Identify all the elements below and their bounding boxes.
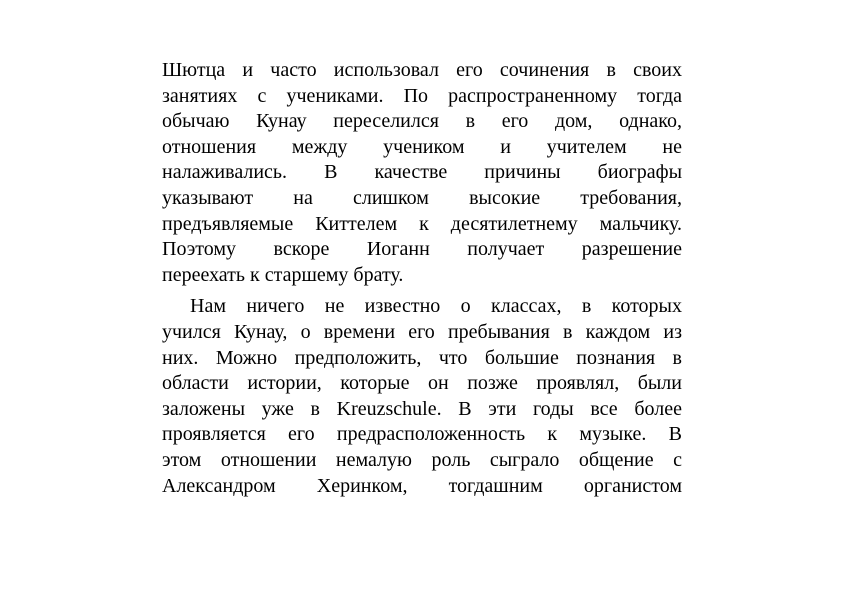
text-line: Поэтому вскоре Иоганн получает разрешение	[162, 238, 682, 261]
text-line: отношения между учеником и учителем не	[162, 135, 682, 158]
text-line: указывают на слишком высокие требования,	[162, 186, 682, 209]
text-line: занятиях с учениками. По распространенному тогда	[162, 84, 682, 107]
text-line: области истории, которые он позже проявлял, были	[162, 372, 682, 395]
text-line: предъявляемые Киттелем к десятилетнему мальчику.	[162, 212, 682, 235]
text-line: Нам ничего не известно о классах, в которых	[190, 295, 682, 318]
text-line: Шютца и часто использовал его сочинения в своих	[162, 59, 682, 81]
body-text	[162, 58, 682, 499]
text-line: обычаю Кунау переселился в его дом, однако,	[162, 110, 682, 133]
text-line: налаживались. В качестве причины биографы	[162, 161, 682, 184]
text-line: проявляется его предрасположенность к музыке. В	[162, 423, 682, 446]
text-line: Александром Херинком, тогдашним органистом	[162, 474, 682, 497]
text-line: переехать к старшему брату.	[162, 263, 404, 286]
paragraph-1	[162, 58, 682, 288]
text-line: заложены уже в Kreuzschule. В эти годы все более	[162, 397, 682, 420]
text-line: них. Можно предположить, что большие познания в	[162, 346, 682, 369]
paragraph-2	[162, 294, 682, 499]
text-line: учился Кунау, о времени его пребывания в каждом из	[162, 320, 682, 343]
text-line: этом отношении немалую роль сыграло общение с	[162, 448, 682, 471]
